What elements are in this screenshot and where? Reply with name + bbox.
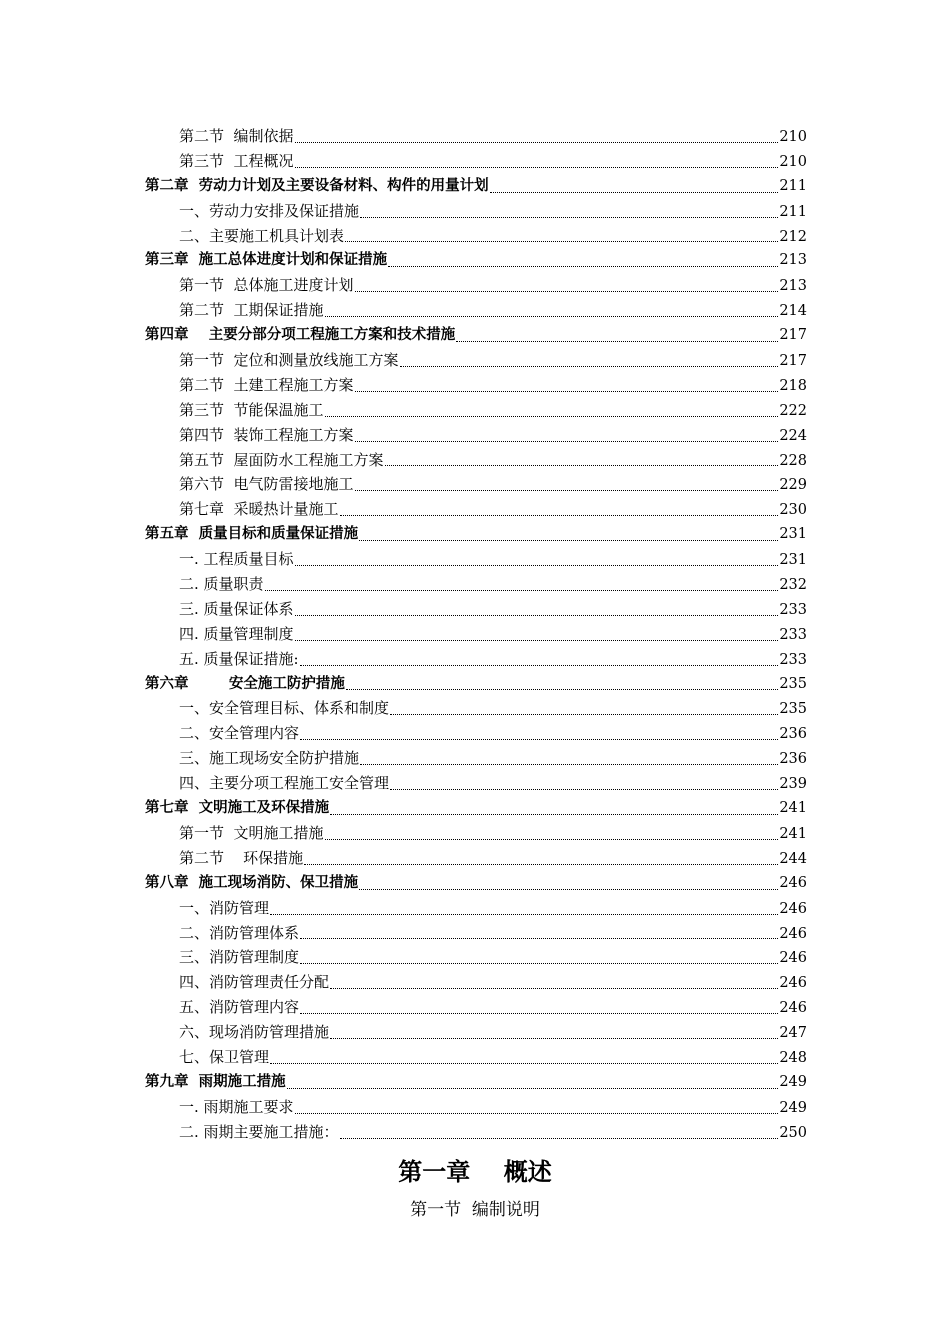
toc-page-number: 233 xyxy=(779,626,807,643)
toc-page-number: 247 xyxy=(779,1025,807,1042)
toc-dot-leader xyxy=(340,515,779,516)
toc-entry-title: 一、消防管理 xyxy=(179,898,270,917)
toc-page-number: 248 xyxy=(779,1049,807,1066)
toc-page-number: 246 xyxy=(779,950,807,967)
toc-entry[interactable] xyxy=(0,472,950,497)
toc-entry[interactable] xyxy=(0,298,950,323)
toc-dot-leader xyxy=(265,590,779,591)
chapter-heading: 第一章 概述 xyxy=(398,1158,552,1186)
toc-dot-leader xyxy=(388,266,778,267)
toc-entry-title: 第三节 工程概况 xyxy=(179,151,294,170)
toc-dot-leader xyxy=(325,316,779,317)
toc-page-number: 212 xyxy=(779,228,807,245)
toc-page-number: 246 xyxy=(779,874,807,891)
toc-page-number: 250 xyxy=(779,1124,807,1141)
toc-entry[interactable] xyxy=(0,497,950,522)
toc-dot-leader xyxy=(287,1088,779,1089)
toc-page-number: 217 xyxy=(779,327,807,344)
toc-dot-leader xyxy=(340,1138,779,1139)
toc-page-number: 218 xyxy=(779,377,807,394)
toc-dot-leader xyxy=(270,914,778,915)
toc-entry-title: 一、安全管理目标、体系和制度 xyxy=(179,699,390,718)
toc-entry-title: 第四章 主要分部分项工程施工方案和技术措施 xyxy=(145,327,456,344)
toc-dot-leader xyxy=(295,640,779,641)
toc-entry-title: 二. 雨期主要施工措施： xyxy=(179,1122,339,1141)
toc-entry[interactable] xyxy=(0,522,950,547)
toc-entry-title: 七、保卫管理 xyxy=(179,1047,270,1066)
toc-entry-title: 第一节 文明施工措施 xyxy=(179,823,324,842)
toc-dot-leader xyxy=(295,167,779,168)
toc-dot-leader xyxy=(355,490,779,491)
toc-entry-title: 一、劳动力安排及保证措施 xyxy=(179,201,360,220)
toc-page-number: 236 xyxy=(779,751,807,768)
toc-page-number: 235 xyxy=(779,701,807,718)
toc-entry-title: 第一节 总体施工进度计划 xyxy=(179,276,354,295)
toc-entry-title: 一. 工程质量目标 xyxy=(179,550,294,569)
toc-dot-leader xyxy=(330,988,778,989)
toc-dot-leader xyxy=(300,665,779,666)
toc-page-number: 211 xyxy=(779,203,807,220)
toc-dot-leader xyxy=(295,1113,779,1114)
toc-entry[interactable] xyxy=(0,622,950,647)
toc-entry-title: 第五节 屋面防水工程施工方案 xyxy=(179,450,384,469)
toc-entry[interactable] xyxy=(0,796,950,821)
toc-page-number: 231 xyxy=(779,526,807,543)
toc-dot-leader xyxy=(359,540,778,541)
toc-dot-leader xyxy=(300,739,778,740)
toc-entry[interactable] xyxy=(0,1070,950,1095)
toc-entry[interactable] xyxy=(0,597,950,622)
toc-entry-title: 第六章 安全施工防护措施 xyxy=(145,675,345,692)
toc-dot-leader xyxy=(360,217,778,218)
toc-page-number: 246 xyxy=(779,900,807,917)
toc-entry[interactable] xyxy=(0,373,950,398)
toc-entry[interactable] xyxy=(0,224,950,249)
toc-dot-leader xyxy=(325,416,779,417)
toc-dot-leader xyxy=(456,341,778,342)
toc-entry-title: 第六节 电气防雷接地施工 xyxy=(179,475,354,494)
toc-page-number: 246 xyxy=(779,1000,807,1017)
toc-entry[interactable] xyxy=(0,348,950,373)
toc-entry-title: 第七章 采暖热计量施工 xyxy=(179,500,339,519)
toc-page-number: 231 xyxy=(779,552,807,569)
toc-dot-leader xyxy=(355,441,779,442)
toc-dot-leader xyxy=(360,764,778,765)
toc-dot-leader xyxy=(325,839,779,840)
toc-entry-title: 第五章 质量目标和质量保证措施 xyxy=(145,526,359,543)
table-of-contents xyxy=(0,124,950,1145)
toc-dot-leader xyxy=(390,714,778,715)
toc-entry[interactable] xyxy=(0,771,950,796)
toc-entry[interactable] xyxy=(0,672,950,697)
toc-page-number: 213 xyxy=(779,278,807,295)
toc-page-number: 224 xyxy=(779,427,807,444)
toc-entry[interactable] xyxy=(0,547,950,572)
toc-entry-title: 五、消防管理内容 xyxy=(179,998,300,1017)
toc-page-number: 210 xyxy=(779,153,807,170)
toc-entry[interactable] xyxy=(0,945,950,970)
toc-entry[interactable] xyxy=(0,124,950,149)
toc-entry[interactable] xyxy=(0,1020,950,1045)
toc-page-number: 246 xyxy=(779,925,807,942)
toc-dot-leader xyxy=(345,241,778,242)
toc-entry-title: 三. 质量保证体系 xyxy=(179,599,294,618)
toc-entry[interactable] xyxy=(0,1095,950,1120)
toc-entry[interactable] xyxy=(0,647,950,672)
toc-dot-leader xyxy=(355,291,779,292)
toc-page-number: 241 xyxy=(779,825,807,842)
toc-entry[interactable] xyxy=(0,821,950,846)
toc-entry-title: 三、施工现场安全防护措施 xyxy=(179,749,360,768)
toc-entry-title: 四、消防管理责任分配 xyxy=(179,973,330,992)
toc-entry-title: 第二节 环保措施 xyxy=(179,848,304,867)
toc-entry-title: 六、现场消防管理措施 xyxy=(179,1023,330,1042)
toc-entry-title: 第二节 工期保证措施 xyxy=(179,301,324,320)
toc-entry-title: 第二章 劳动力计划及主要设备材料、构件的用量计划 xyxy=(145,177,489,194)
toc-entry-title: 一. 雨期施工要求 xyxy=(179,1097,294,1116)
toc-page-number: 210 xyxy=(779,129,807,145)
toc-entry-title: 第二节 土建工程施工方案 xyxy=(179,375,354,394)
toc-entry[interactable] xyxy=(0,149,950,174)
toc-dot-leader xyxy=(385,465,779,466)
toc-entry[interactable] xyxy=(0,995,950,1020)
toc-page-number: 214 xyxy=(779,303,807,320)
toc-page-number: 236 xyxy=(779,726,807,743)
toc-entry[interactable] xyxy=(0,846,950,871)
toc-entry-title: 第四节 装饰工程施工方案 xyxy=(179,425,354,444)
toc-entry-title: 四. 质量管理制度 xyxy=(179,624,294,643)
toc-entry-title: 二. 质量职责 xyxy=(179,575,264,594)
toc-entry[interactable] xyxy=(0,323,950,348)
toc-entry[interactable] xyxy=(0,398,950,423)
toc-dot-leader xyxy=(270,1063,778,1064)
toc-entry[interactable] xyxy=(0,721,950,746)
toc-entry-title: 第一节 定位和测量放线施工方案 xyxy=(179,351,399,370)
toc-page-number: 230 xyxy=(779,502,807,519)
toc-page-number: 222 xyxy=(779,402,807,419)
toc-entry-title: 四、主要分项工程施工安全管理 xyxy=(179,774,390,793)
toc-page-number: 217 xyxy=(779,353,807,370)
toc-dot-leader xyxy=(490,192,779,193)
toc-entry-title: 二、主要施工机具计划表 xyxy=(179,226,345,245)
toc-entry[interactable] xyxy=(0,896,950,921)
toc-page-number: 235 xyxy=(779,675,807,692)
toc-entry-title: 三、消防管理制度 xyxy=(179,948,300,967)
toc-dot-leader xyxy=(300,938,778,939)
toc-entry-title: 二、安全管理内容 xyxy=(179,724,300,743)
toc-dot-leader xyxy=(346,689,778,690)
toc-page-number: 229 xyxy=(779,477,807,494)
toc-dot-leader xyxy=(330,1038,778,1039)
toc-entry-title: 第三节 节能保温施工 xyxy=(179,400,324,419)
toc-entry-title: 第九章 雨期施工措施 xyxy=(145,1073,286,1090)
toc-entry-title: 五. 质量保证措施: xyxy=(179,649,299,668)
toc-dot-leader xyxy=(300,1013,778,1014)
toc-entry[interactable] xyxy=(0,248,950,273)
toc-entry[interactable] xyxy=(0,746,950,771)
toc-dot-leader xyxy=(295,565,779,566)
toc-page-number: 213 xyxy=(779,252,807,269)
toc-page-number: 228 xyxy=(779,452,807,469)
toc-entry[interactable] xyxy=(0,572,950,597)
toc-dot-leader xyxy=(390,789,778,790)
toc-page-number: 233 xyxy=(779,651,807,668)
toc-entry[interactable] xyxy=(0,696,950,721)
toc-entry-title: 第八章 施工现场消防、保卫措施 xyxy=(145,874,359,891)
toc-dot-leader xyxy=(355,391,779,392)
section-heading: 第一节 编制说明 xyxy=(410,1200,540,1220)
toc-entry-title: 第七章 文明施工及环保措施 xyxy=(145,800,330,817)
toc-entry-title: 二、消防管理体系 xyxy=(179,923,300,942)
toc-page-number: 241 xyxy=(779,800,807,817)
toc-entry-title: 第二节 编制依据 xyxy=(179,127,294,145)
toc-entry-title: 第三章 施工总体进度计划和保证措施 xyxy=(145,252,388,269)
toc-entry[interactable] xyxy=(0,174,950,199)
toc-page-number: 246 xyxy=(779,975,807,992)
toc-entry[interactable] xyxy=(0,199,950,224)
toc-dot-leader xyxy=(400,366,779,367)
toc-entry[interactable] xyxy=(0,970,950,995)
toc-entry[interactable] xyxy=(0,273,950,298)
toc-dot-leader xyxy=(304,864,778,865)
toc-entry[interactable] xyxy=(0,423,950,448)
toc-dot-leader xyxy=(295,615,779,616)
toc-dot-leader xyxy=(359,889,778,890)
toc-page-number: 249 xyxy=(779,1099,807,1116)
toc-entry[interactable] xyxy=(0,871,950,896)
toc-entry[interactable] xyxy=(0,448,950,473)
toc-dot-leader xyxy=(295,142,779,143)
toc-dot-leader xyxy=(330,814,778,815)
toc-page-number: 244 xyxy=(779,850,807,867)
toc-dot-leader xyxy=(300,963,778,964)
toc-entry[interactable] xyxy=(0,921,950,946)
toc-page-number: 249 xyxy=(779,1073,807,1090)
toc-entry[interactable] xyxy=(0,1120,950,1145)
toc-page-number: 232 xyxy=(779,577,807,594)
toc-page-number: 239 xyxy=(779,776,807,793)
toc-entry[interactable] xyxy=(0,1045,950,1070)
toc-page-number: 233 xyxy=(779,601,807,618)
toc-page-number: 211 xyxy=(779,177,807,194)
